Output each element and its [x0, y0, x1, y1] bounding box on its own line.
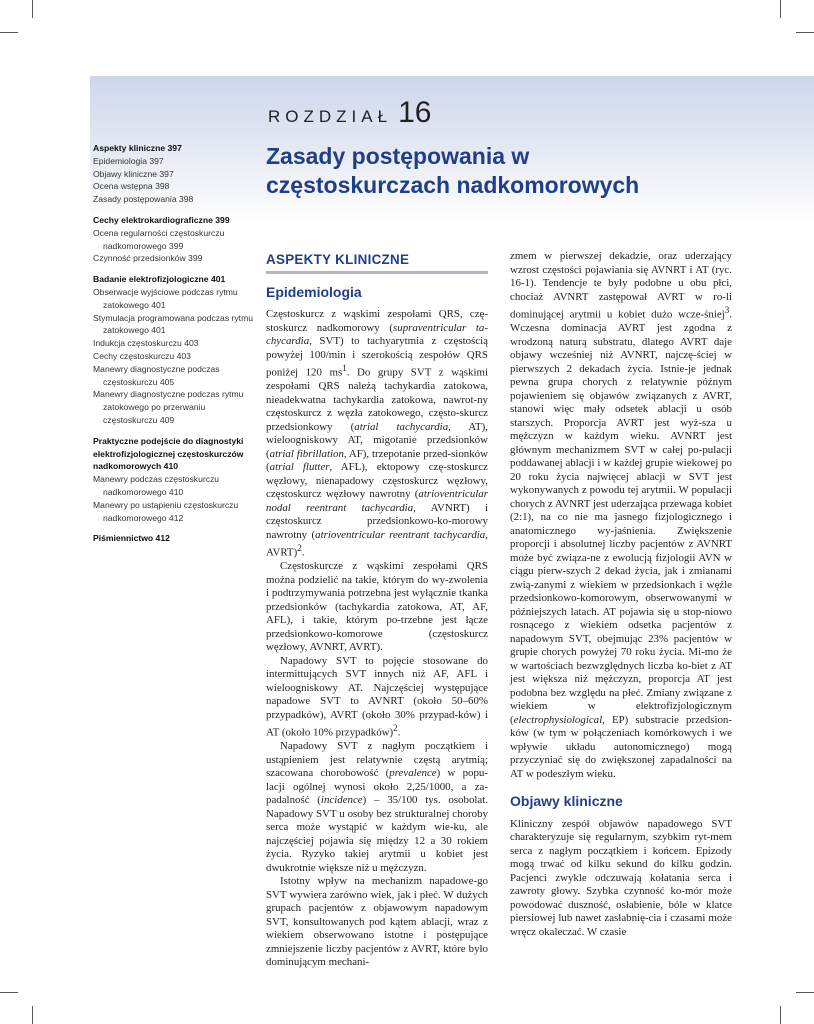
paragraph: Częstoskurcze z wąskimi zespołami QRS można podzielić na takie, którym do wy-zwolenia i podtrzymywania potrzebna jest wyłącznie tkanka przedsionków (tachykardia zatokowa, AT, AF, AFL), i takie, którym po-trzebne jest łącze przedsionkowo-komorowe (częstoskurcz węzłowy, AVNRT, AVRT).: [266, 560, 488, 654]
contents-heading[interactable]: Badanie elektrofizjologiczne 401: [93, 274, 226, 285]
contents-item[interactable]: Cechy częstoskurczu 403: [93, 350, 191, 361]
crop-mark-top-right: [780, 0, 781, 18]
subheading-symptoms: Objawy kliniczne: [510, 793, 623, 810]
contents-heading[interactable]: Praktyczne podejście do diagnostyki elektrofizjologicznej częstoskurczów nadkomorowych 410: [93, 435, 244, 472]
crop-mark-left-upper: [0, 32, 18, 33]
contents-heading[interactable]: Cechy elektrokardiograficzne 399: [93, 214, 230, 225]
contents-item[interactable]: Ocena wstępna 398: [93, 181, 170, 192]
contents-item[interactable]: Manewry po ustąpieniu częstoskurczu nadkomorowego 412: [93, 499, 239, 523]
paragraph: Częstoskurcz z wąskimi zespołami QRS, czę-stoskurcz nadkomorowy (supraventricular ta-chycardia, SVT) to tachyarytmia z częstością powyżej 100/min i szerokością zespołów QRS poniżej 120 $ms^1$. Do grupy SVT z wąskimi zespołami QRS należą tachykardia zatokowa, nieadekwatna tachykardia zatokowa, nawrot-ny częstoskurcz z węzła zatokowego, często-skurcz przedsionkowy (atrial tachycardia, AT), wieloogniskowy AT, migotanie przedsionków (atrial fibrillation, AF), trzepotanie przed-sionków (atrial flutter, AFL), ektopowy czę-stoskurcz węzłowy, nienapadowy częstoskurcz węzłowy, częstoskurcz węzłowy nawrotny (atrioventricular nodal reentrant tachycardia, AVNRT) i częstoskurcz przedsionkowo-ko-morowy nawrotny (atrioventricular reentrant tachycardia, AVRT)$^2$.: [266, 308, 489, 559]
contents-section: [93, 532, 253, 545]
text-column-right: [510, 250, 732, 939]
contents-item[interactable]: Czynność przedsionków 399: [93, 253, 203, 264]
paragraph: Istotny wpływ na mechanizm napadowe-go SVT wywiera zarówno wiek, jak i płeć. W dużych grupach pacjentów z objawowym napadowym SVT, konsultowanych pod kątem ablacji, wraz z wiekiem obserwowano istotne i postępujące zmniejszenie liczby pacjentów z AVRT, które było dominującym mechani-: [266, 875, 488, 969]
crop-mark-left-lower: [0, 992, 18, 993]
chapter-contents: [93, 142, 253, 545]
paragraph: Kliniczny zespół objawów napadowego SVT charakteryzuje się regularnym, szybkim ryt-mem serca z nagłym początkiem i końcem. Epizody mogą trwać od kilku sekund do kilku godzin. Pacjenci zwykle odczuwają kołatania serca i zawroty głowy. Szybka czynność ko-mór może powodować duszność, osłabienie, bóle w klatce piersiowej lub nawet zasłabnię-cia i czasami może wręcz okaleczać. W czasie: [510, 817, 732, 938]
contents-item[interactable]: Ocena regularności częstoskurczu nadkomorowego 399: [93, 227, 225, 251]
chapter-label: [268, 96, 431, 130]
contents-item[interactable]: Objawy kliniczne 397: [93, 168, 174, 179]
subheading-epidemiology: Epidemiologia: [266, 283, 362, 300]
chapter-word: ROZDZIAŁ: [268, 107, 393, 126]
crop-mark-bottom-right: [780, 1006, 781, 1024]
contents-item[interactable]: Zasady postępowania 398: [93, 194, 194, 205]
contents-section: [93, 214, 253, 265]
contents-item[interactable]: Indukcja częstoskurczu 403: [93, 338, 199, 349]
contents-item[interactable]: Epidemiologia 397: [93, 155, 164, 166]
contents-item[interactable]: Manewry diagnostyczne podczas częstoskurczu 405: [93, 363, 220, 387]
paragraph: zmem w pierwszej dekadzie, oraz uderzający wzrost częstości pojawiania się AVNRT i AT (ryc. 16-1). Tendencje te były podobne u obu płci, chociaż AVNRT zastępował AVRT w ro-li dominującej arytmii u kobiet dużo wcze-śniej$^3$. Wczesna dominacja AVRT jest zgodna z wrodzoną naturą substratu, dlatego AVRT daje objawy wcześniej niż AVNRT, najczę-ściej w pierwszych 2 dekadach życia. Istnie-je jednak pewna grupa chorych z relatywnie późnym pojawieniem się objawów związanych z AVRT, stanowi więc mały odsetek ablacji u osób starszych. Proporcja AVRT jest wyż-sza u mężczyzn w każdym wieku. AVNRT jest głównym mechanizmem SVT w całej po-pulacji poddawanej ablacji i w każdej grupie wiekowej po 20 roku życia najwięcej ablacji w SVT jest wykonywanych z powodu tej arytmii. W populacji chorych z AVNRT jest uderzająca przewaga kobiet (2:1), na co nie ma jasnego fizjologicznego i anatomicznego wy-jaśnienia. Zwiększenie proporcji i absolutnej liczby pacjentów z AVNRT może być związa-ne z ewolucją fizjologii AVN w ciągu pierw-szych 2 dekad życia, jak i zmianami zwią-zanymi z wiekiem w przedsionkach i węźle przedsionkowo-komorowym, obserwowanymi w późniejszych latach. AT pojawia się u stop-niowo rosnącego z wiekiem odsetka pacjentów z napadowym SVT, obejmując 23% pacjentów w grupie chorych powyżej 70 roku życia. Mi-mo że w wartościach bezwzględnych liczba ko-biet z AT jest większa niż mężczyzn, proporcja AT jest podobna bez względu na płeć. Zmiany związane z wiekiem w elektrofizjologicznym (electrophysiological, EP) substracie przedsion-ków (w tym w połączeniach komórkowych i we wpływie układu autonomicznego) mogą przyczyniać się do zwiększonej zapadalności na AT w podeszłym wieku.: [510, 250, 732, 780]
crop-mark-top-left: [32, 0, 33, 18]
contents-section: [93, 435, 253, 525]
contents-item[interactable]: Manewry podczas częstoskurczu nadkomorowego 410: [93, 474, 220, 497]
section-heading: ASPEKTY KLINICZNE: [266, 253, 488, 274]
paragraph: Napadowy SVT z nagłym początkiem i ustąpieniem jest relatywnie częstą arytmią; szacowana chorobowość (prevalence) w popu-lacji ogólnej wynosi około 2,25/1000, a za-padalność (incidence) – 35/100 tys. osobolat. Napadowy SVT u osoby bez strukturalnej choroby serca może wystąpić w każdym wie-ku, ale najczęściej pojawia się między 12 a 30 rokiem życia. Ryzyko takiej arytmii u kobiet jest dwukrotnie większe niż u mężczyzn.: [266, 740, 488, 874]
contents-section: [93, 273, 253, 427]
contents-item[interactable]: Manewry diagnostyczne podczas rytmu zatokowego po przerwaniu częstoskurczu 409: [93, 389, 244, 425]
crop-mark-bottom-left: [32, 1006, 33, 1024]
contents-item[interactable]: Obserwacje wyjściowe podczas rytmu zatokowego 401: [93, 286, 238, 310]
chapter-number: 16: [398, 96, 432, 129]
contents-heading[interactable]: Aspekty kliniczne 397: [93, 143, 182, 153]
contents-item[interactable]: Stymulacja programowana podczas rytmu zatokowego 401: [93, 312, 254, 336]
paragraph: Napadowy SVT to pojęcie stosowane do intermittujących SVT innych niż AF, AFL i wieloogniskowy AT. Najczęściej występujące napadowe SVT to AVNRT (około 50–60% przypadków), AVRT (około 30% przypad-ków) i AT (około 10% przypadków)$^2$.: [266, 654, 488, 739]
contents-section: [93, 142, 253, 206]
chapter-title: Zasady postępowania w częstoskurczach nadkomorowych: [266, 143, 640, 198]
text-column-left: [266, 253, 488, 970]
crop-mark-right-lower: [796, 992, 814, 993]
crop-mark-right-upper: [796, 32, 814, 33]
contents-heading[interactable]: Piśmiennictwo 412: [93, 533, 170, 544]
